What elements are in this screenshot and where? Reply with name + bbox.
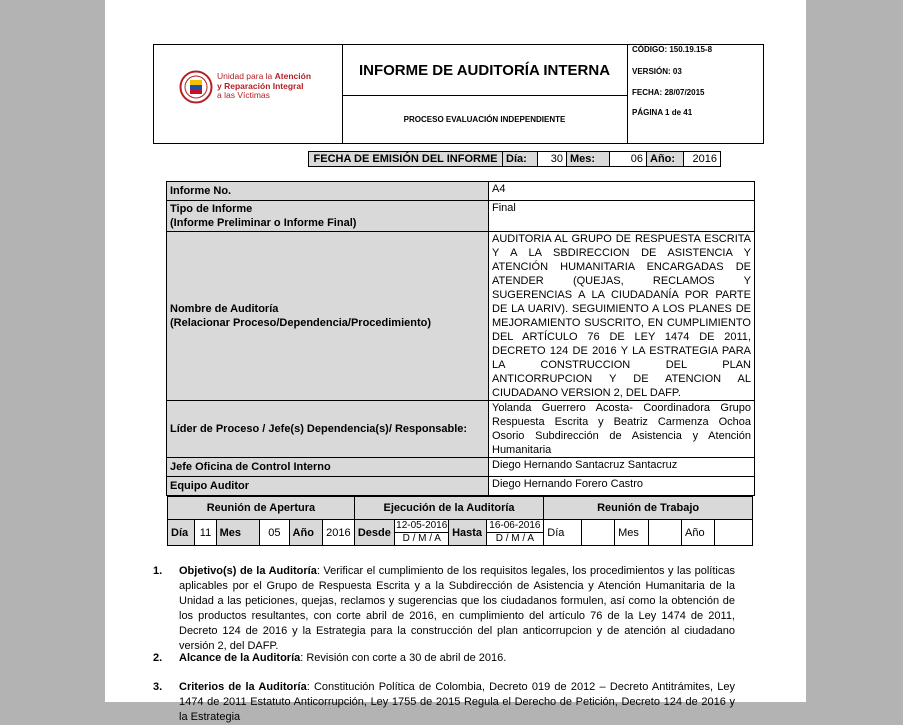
table-row — [167, 477, 755, 496]
from-label: Desde — [354, 520, 395, 546]
emission-date-table — [308, 151, 721, 167]
coat-of-arms-icon — [179, 70, 213, 104]
opening-month: 05 — [260, 520, 289, 546]
table-row — [167, 232, 755, 401]
logo-cell — [154, 45, 343, 143]
document-page — [105, 0, 806, 723]
section-criteria: 3. Criterios de la Auditoría: Constitución Política de Colombia, Decreto 019 de 2012 – Decreto Antitrámites, Ley 1474 de 2011 Estatuto Anticorrupción, Ley 1755 de 2015 Regula el Derecho de Petición, Decreto 124 de 2016 y la Estrategia — [153, 681, 735, 723]
emission-month-label: Mes: — [567, 152, 610, 167]
work-meeting-header: Reunión de Trabajo — [544, 497, 753, 520]
emission-day-label: Día: — [503, 152, 538, 167]
report-number: A4 — [489, 182, 755, 201]
emission-year: 2016 — [684, 152, 721, 167]
section-objective: 1. Objetivo(s) de la Auditoría: Verificar el cumplimiento de los requisitos legales, los procedimientos y las políticas aplicables por el Grupo de Respuesta Escrita y a la Subdirección de Asistencia y Atención Humanitaria de la Unidad a las peticiones, quejas, reclamos y sugerencias que los ciudadanos formulen, así como la obtención de los productos resultantes, con corte abril de 2016, en cumplimiento del artículo 76 de la Ley 1474 de 2011, Decreto 124 de 2016 y la Estrategia para la construcción del plan anticorrupcion y de atención al ciudadano versión 2, del DAFP. — [153, 565, 735, 652]
work-day — [581, 520, 614, 546]
code-label: CÓDIGO: 150.19.15-8 — [632, 45, 713, 54]
emission-day: 30 — [538, 152, 567, 167]
opening-year-label: Año — [289, 520, 322, 546]
table-row — [168, 497, 753, 520]
table-row — [167, 182, 755, 201]
audit-team: Diego Hernando Forero Castro — [489, 477, 755, 496]
report-type: Final — [489, 201, 755, 232]
work-year — [715, 520, 753, 546]
work-month — [648, 520, 681, 546]
emission-year-label: Año: — [647, 152, 684, 167]
report-title: INFORME DE AUDITORÍA INTERNA — [342, 45, 628, 96]
audit-team-label: Equipo Auditor — [167, 477, 489, 496]
meetings-table — [167, 496, 753, 546]
version-label: VERSIÓN: 03 — [632, 67, 682, 76]
work-month-label: Mes — [615, 520, 648, 546]
emission-month: 06 — [610, 152, 647, 167]
opening-day: 11 — [195, 520, 216, 546]
section-number: 1. — [153, 565, 163, 577]
report-type-label: Tipo de Informe (Informe Preliminar o Informe Final) — [167, 201, 489, 232]
from-date: 12-05-2016 D / M / A — [396, 520, 448, 544]
audit-execution-header: Ejecución de la Auditoría — [354, 497, 543, 520]
unidad-victimas-logo — [179, 70, 329, 110]
process-name: PROCESO EVALUACIÓN INDEPENDIENTE — [342, 96, 628, 143]
control-chief-label: Jefe Oficina de Control Interno — [167, 458, 489, 477]
audit-name-label: Nombre de Auditoría (Relacionar Proceso/Dependencia/Procedimiento) — [167, 232, 489, 401]
audit-info-table — [166, 181, 755, 496]
work-day-label: Día — [544, 520, 581, 546]
section-scope: 2. Alcance de la Auditoría: Revisión con corte a 30 de abril de 2016. — [153, 652, 507, 664]
document-header — [153, 44, 764, 144]
table-row — [167, 458, 755, 477]
page-label: PÁGINA 1 de 41 — [632, 108, 693, 117]
table-row — [167, 201, 755, 232]
section-number: 2. — [153, 652, 163, 664]
opening-year: 2016 — [322, 520, 354, 546]
work-year-label: Año — [681, 520, 714, 546]
report-number-label: Informe No. — [167, 182, 489, 201]
section-number: 3. — [153, 681, 163, 693]
opening-month-label: Mes — [216, 520, 260, 546]
audit-name: AUDITORIA AL GRUPO DE RESPUESTA ESCRITA Y A LA SBDIRECCION DE ASISTENCIA Y ATENCIÓN HUMANITARIA ENCARGADAS DE ATENDER (QUEJAS, RECLAMOS Y SUGERENCIAS A LA CIUDADANÍA POR PARTE DE LA UARIV). SEGUIMIENTO A LOS PLANES DE MEJORAMIENTO SUSCRITO, EN CUMPLIMIENTO DEL ARTÍCULO 76 DE LEY 1474 DE 2011, DECRETO 124 DE 2016 Y LA ESTRATEGIA PARA LA CONSTRUCCION DEL PLAN ANTICORRUPCION Y DE ATENCION AL CIUDADANO VERSION 2, DEL DAFP. — [489, 232, 755, 401]
control-chief: Diego Hernando Santacruz Santacruz — [489, 458, 755, 477]
opening-meeting-header: Reunión de Apertura — [168, 497, 355, 520]
to-date: 16-06-2016 D / M / A — [486, 520, 544, 546]
table-row — [168, 520, 753, 546]
leader: Yolanda Guerrero Acosta- Coordinadora Grupo Respuesta Escrita y Beatriz Carmenza Ochoa Osorio Subdirección de Asistencia y Atención Humanitaria — [489, 401, 755, 458]
table-row — [167, 401, 755, 458]
to-label: Hasta — [449, 520, 486, 546]
emission-label: FECHA DE EMISIÓN DEL INFORME — [309, 152, 503, 167]
opening-day-label: Día — [168, 520, 195, 546]
leader-label: Líder de Proceso / Jefe(s) Dependencia(s)/ Responsable: — [167, 401, 489, 458]
logo-text: Unidad para la Atención y Reparación Integral a las Víctimas — [217, 71, 312, 100]
date-label: FECHA: 28/07/2015 — [632, 88, 705, 97]
